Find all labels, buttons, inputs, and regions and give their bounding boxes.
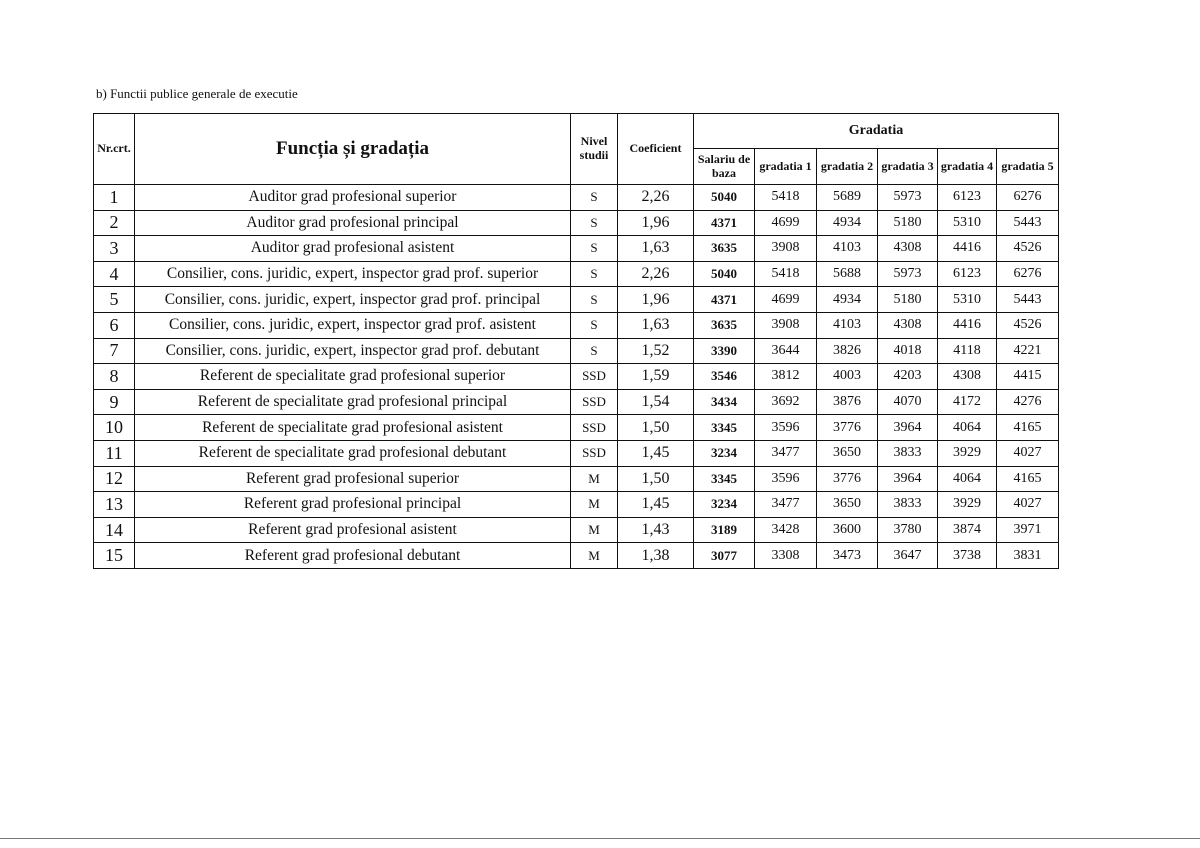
table-row (94, 312, 1059, 338)
cell-gradatia-1: 4699 (755, 287, 817, 313)
cell-gradatia-4: 6123 (938, 185, 997, 211)
cell-gradatia-5: 4526 (997, 236, 1059, 262)
cell-gradatia-2: 3650 (817, 492, 878, 518)
header-gradatia: Gradatia (694, 114, 1059, 149)
cell-nivel-studii: S (571, 338, 618, 364)
cell-gradatia-3: 4070 (878, 389, 938, 415)
cell-gradatia-5: 3971 (997, 517, 1059, 543)
cell-coeficient: 1,43 (618, 517, 694, 543)
cell-salariu-de-baza: 3345 (694, 415, 755, 441)
cell-nr: 4 (94, 261, 135, 287)
table-row (94, 517, 1059, 543)
table-row (94, 440, 1059, 466)
cell-coeficient: 1,50 (618, 415, 694, 441)
cell-salariu-de-baza: 5040 (694, 261, 755, 287)
cell-gradatia-2: 4003 (817, 364, 878, 390)
cell-nr: 5 (94, 287, 135, 313)
cell-functia: Auditor grad profesional superior (135, 185, 571, 211)
cell-nivel-studii: S (571, 236, 618, 262)
cell-functia: Referent grad profesional debutant (135, 543, 571, 569)
cell-salariu-de-baza: 4371 (694, 210, 755, 236)
cell-nr: 6 (94, 312, 135, 338)
cell-gradatia-2: 3776 (817, 415, 878, 441)
cell-functia: Referent de specialitate grad profesional superior (135, 364, 571, 390)
cell-gradatia-3: 5973 (878, 261, 938, 287)
cell-gradatia-3: 3964 (878, 466, 938, 492)
cell-gradatia-4: 4416 (938, 312, 997, 338)
table-row (94, 415, 1059, 441)
cell-coeficient: 1,54 (618, 389, 694, 415)
cell-gradatia-4: 4416 (938, 236, 997, 262)
header-gradatia-4: gradatia 4 (938, 149, 997, 185)
cell-gradatia-1: 5418 (755, 185, 817, 211)
cell-salariu-de-baza: 3234 (694, 440, 755, 466)
cell-nivel-studii: SSD (571, 440, 618, 466)
cell-gradatia-4: 6123 (938, 261, 997, 287)
cell-gradatia-3: 4308 (878, 312, 938, 338)
cell-gradatia-4: 4118 (938, 338, 997, 364)
cell-functia: Consilier, cons. juridic, expert, inspector grad prof. principal (135, 287, 571, 313)
cell-salariu-de-baza: 3077 (694, 543, 755, 569)
cell-nr: 1 (94, 185, 135, 211)
cell-gradatia-2: 3650 (817, 440, 878, 466)
table-header (94, 114, 1059, 185)
table-row (94, 364, 1059, 390)
cell-gradatia-3: 3647 (878, 543, 938, 569)
header-gradatia-5: gradatia 5 (997, 149, 1059, 185)
cell-gradatia-4: 4064 (938, 415, 997, 441)
cell-gradatia-2: 3600 (817, 517, 878, 543)
cell-functia: Consilier, cons. juridic, expert, inspector grad prof. asistent (135, 312, 571, 338)
cell-nr: 12 (94, 466, 135, 492)
cell-nr: 14 (94, 517, 135, 543)
cell-gradatia-1: 3477 (755, 492, 817, 518)
table-row (94, 492, 1059, 518)
cell-gradatia-5: 4221 (997, 338, 1059, 364)
cell-gradatia-4: 4308 (938, 364, 997, 390)
header-gradatia-2: gradatia 2 (817, 149, 878, 185)
cell-nivel-studii: S (571, 261, 618, 287)
cell-gradatia-5: 6276 (997, 185, 1059, 211)
cell-salariu-de-baza: 3189 (694, 517, 755, 543)
cell-nivel-studii: SSD (571, 389, 618, 415)
table-row (94, 185, 1059, 211)
header-gradatia-3: gradatia 3 (878, 149, 938, 185)
cell-nr: 3 (94, 236, 135, 262)
cell-salariu-de-baza: 3234 (694, 492, 755, 518)
cell-gradatia-4: 3929 (938, 492, 997, 518)
cell-nr: 8 (94, 364, 135, 390)
cell-gradatia-5: 4027 (997, 440, 1059, 466)
cell-gradatia-3: 4018 (878, 338, 938, 364)
cell-salariu-de-baza: 3345 (694, 466, 755, 492)
cell-gradatia-2: 3776 (817, 466, 878, 492)
cell-gradatia-3: 3833 (878, 492, 938, 518)
cell-functia: Referent de specialitate grad profesional asistent (135, 415, 571, 441)
cell-gradatia-4: 3874 (938, 517, 997, 543)
cell-gradatia-4: 5310 (938, 210, 997, 236)
cell-functia: Consilier, cons. juridic, expert, inspector grad prof. debutant (135, 338, 571, 364)
table-row (94, 543, 1059, 569)
cell-nivel-studii: SSD (571, 415, 618, 441)
cell-gradatia-5: 4276 (997, 389, 1059, 415)
cell-gradatia-4: 3738 (938, 543, 997, 569)
cell-functia: Referent grad profesional asistent (135, 517, 571, 543)
cell-coeficient: 1,45 (618, 440, 694, 466)
cell-coeficient: 1,63 (618, 236, 694, 262)
cell-gradatia-1: 3596 (755, 415, 817, 441)
table-row (94, 287, 1059, 313)
header-coeficient: Coeficient (618, 114, 694, 185)
cell-gradatia-2: 3876 (817, 389, 878, 415)
cell-functia: Auditor grad profesional asistent (135, 236, 571, 262)
cell-nr: 2 (94, 210, 135, 236)
cell-gradatia-2: 4103 (817, 312, 878, 338)
cell-gradatia-1: 3428 (755, 517, 817, 543)
table-row (94, 236, 1059, 262)
cell-salariu-de-baza: 5040 (694, 185, 755, 211)
header-nr: Nr.crt. (94, 114, 135, 185)
cell-gradatia-3: 4203 (878, 364, 938, 390)
cell-nivel-studii: S (571, 210, 618, 236)
cell-gradatia-5: 4027 (997, 492, 1059, 518)
header-salariu-de-baza: Salariu de baza (694, 149, 755, 185)
cell-gradatia-3: 5973 (878, 185, 938, 211)
cell-salariu-de-baza: 4371 (694, 287, 755, 313)
cell-nr: 7 (94, 338, 135, 364)
cell-gradatia-2: 5689 (817, 185, 878, 211)
cell-gradatia-1: 3908 (755, 236, 817, 262)
cell-gradatia-1: 5418 (755, 261, 817, 287)
table-row (94, 466, 1059, 492)
cell-nr: 11 (94, 440, 135, 466)
cell-gradatia-1: 4699 (755, 210, 817, 236)
cell-gradatia-5: 4415 (997, 364, 1059, 390)
cell-nivel-studii: S (571, 312, 618, 338)
cell-gradatia-1: 3477 (755, 440, 817, 466)
cell-coeficient: 1,96 (618, 210, 694, 236)
cell-functia: Referent grad profesional principal (135, 492, 571, 518)
cell-functia: Referent grad profesional superior (135, 466, 571, 492)
cell-gradatia-1: 3812 (755, 364, 817, 390)
cell-gradatia-3: 3833 (878, 440, 938, 466)
table-row (94, 210, 1059, 236)
cell-gradatia-5: 4165 (997, 415, 1059, 441)
cell-gradatia-1: 3308 (755, 543, 817, 569)
table-body (94, 185, 1059, 569)
salary-table (93, 113, 1059, 569)
cell-gradatia-4: 5310 (938, 287, 997, 313)
cell-salariu-de-baza: 3635 (694, 236, 755, 262)
cell-gradatia-5: 6276 (997, 261, 1059, 287)
cell-nivel-studii: S (571, 287, 618, 313)
cell-coeficient: 1,52 (618, 338, 694, 364)
cell-gradatia-2: 4934 (817, 210, 878, 236)
cell-nr: 15 (94, 543, 135, 569)
cell-functia: Consilier, cons. juridic, expert, inspector grad prof. superior (135, 261, 571, 287)
cell-coeficient: 1,45 (618, 492, 694, 518)
table-row (94, 338, 1059, 364)
cell-gradatia-3: 5180 (878, 287, 938, 313)
cell-salariu-de-baza: 3635 (694, 312, 755, 338)
cell-coeficient: 1,50 (618, 466, 694, 492)
cell-gradatia-5: 3831 (997, 543, 1059, 569)
cell-gradatia-1: 3908 (755, 312, 817, 338)
cell-salariu-de-baza: 3390 (694, 338, 755, 364)
cell-nivel-studii: M (571, 492, 618, 518)
table-row (94, 389, 1059, 415)
cell-salariu-de-baza: 3434 (694, 389, 755, 415)
cell-coeficient: 1,96 (618, 287, 694, 313)
cell-functia: Referent de specialitate grad profesional debutant (135, 440, 571, 466)
cell-gradatia-4: 4064 (938, 466, 997, 492)
cell-gradatia-1: 3692 (755, 389, 817, 415)
cell-gradatia-4: 4172 (938, 389, 997, 415)
cell-gradatia-1: 3644 (755, 338, 817, 364)
header-nivel-studii: Nivel studii (571, 114, 618, 185)
cell-gradatia-1: 3596 (755, 466, 817, 492)
header-functia: Funcția și gradația (135, 114, 571, 185)
cell-coeficient: 1,63 (618, 312, 694, 338)
cell-gradatia-5: 4165 (997, 466, 1059, 492)
cell-salariu-de-baza: 3546 (694, 364, 755, 390)
cell-gradatia-2: 4103 (817, 236, 878, 262)
cell-coeficient: 2,26 (618, 261, 694, 287)
table-row (94, 261, 1059, 287)
cell-gradatia-2: 3473 (817, 543, 878, 569)
cell-coeficient: 2,26 (618, 185, 694, 211)
cell-nr: 9 (94, 389, 135, 415)
cell-coeficient: 1,59 (618, 364, 694, 390)
cell-gradatia-4: 3929 (938, 440, 997, 466)
header-gradatia-1: gradatia 1 (755, 149, 817, 185)
cell-nivel-studii: M (571, 517, 618, 543)
cell-nivel-studii: SSD (571, 364, 618, 390)
table-caption: b) Functii publice generale de executie (96, 86, 298, 101)
cell-gradatia-3: 4308 (878, 236, 938, 262)
cell-gradatia-5: 4526 (997, 312, 1059, 338)
page-bottom-rule (0, 838, 1200, 839)
cell-gradatia-2: 4934 (817, 287, 878, 313)
cell-nivel-studii: S (571, 185, 618, 211)
cell-gradatia-3: 3780 (878, 517, 938, 543)
cell-coeficient: 1,38 (618, 543, 694, 569)
cell-gradatia-3: 3964 (878, 415, 938, 441)
cell-gradatia-5: 5443 (997, 287, 1059, 313)
cell-nivel-studii: M (571, 466, 618, 492)
cell-gradatia-2: 3826 (817, 338, 878, 364)
cell-functia: Auditor grad profesional principal (135, 210, 571, 236)
cell-nr: 10 (94, 415, 135, 441)
cell-nivel-studii: M (571, 543, 618, 569)
cell-gradatia-3: 5180 (878, 210, 938, 236)
cell-gradatia-5: 5443 (997, 210, 1059, 236)
cell-gradatia-2: 5688 (817, 261, 878, 287)
cell-functia: Referent de specialitate grad profesional principal (135, 389, 571, 415)
cell-nr: 13 (94, 492, 135, 518)
